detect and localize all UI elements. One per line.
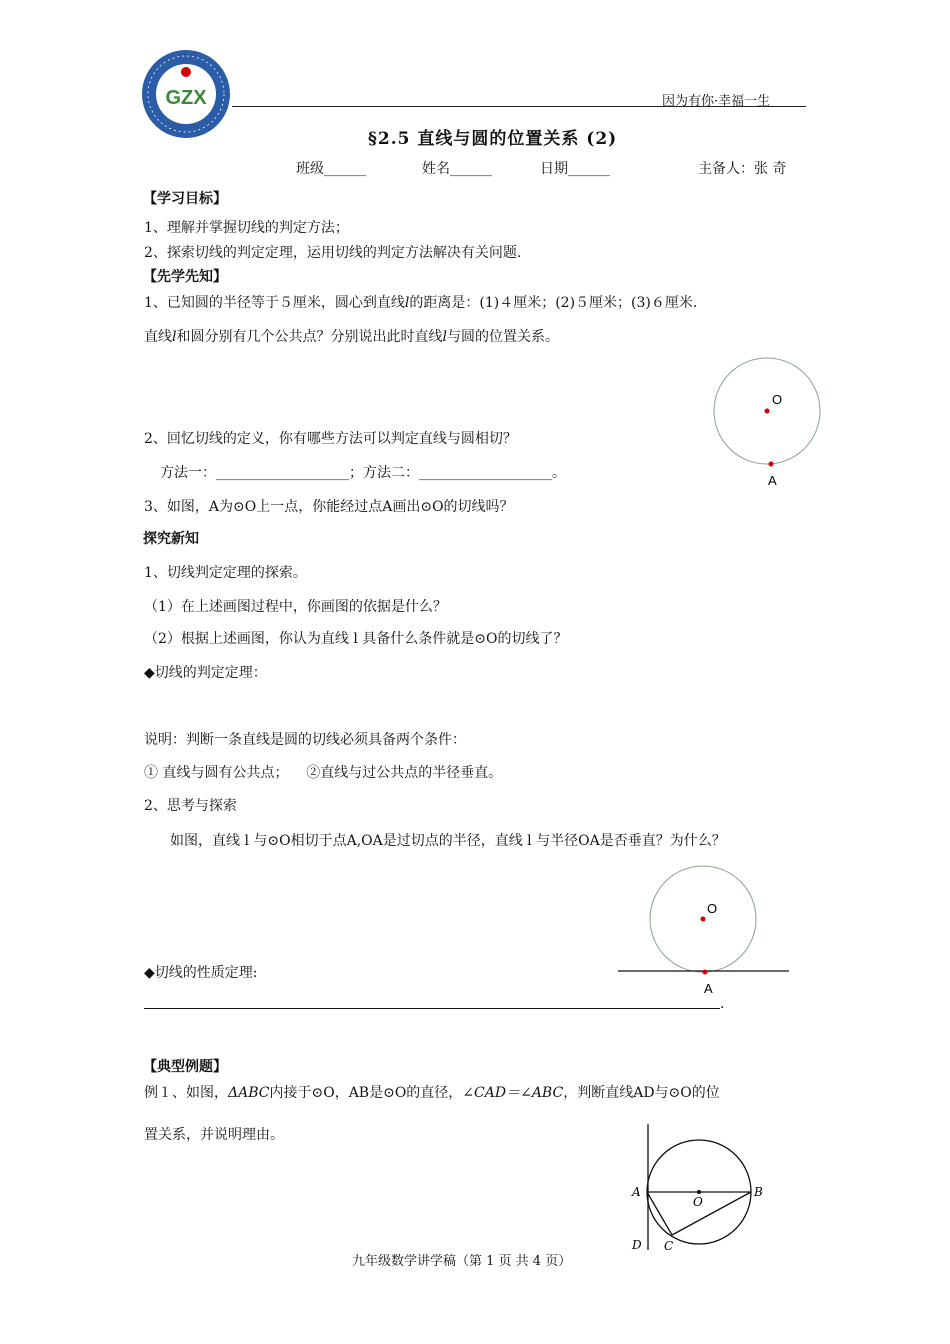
logo-letters: GZX [165,87,207,109]
center-point [697,1190,701,1194]
question-1-line-1 [144,292,697,312]
class-field: 班级______ [296,161,366,177]
circle-figure-1 [710,358,830,488]
answer-line [144,1008,720,1009]
school-logo [140,48,236,144]
triangle-circle-figure [626,1122,776,1252]
point-a [703,970,708,975]
header-motto: 因为有你·幸福一生 [662,94,771,109]
label-a: A [768,473,777,488]
label-o: O [707,901,718,916]
chord-bc [672,1192,751,1235]
question-2-methods: 方法一：___________________；方法二：___________________。 [160,465,566,481]
explore-heading: 探究新知 [143,531,199,547]
label-b: B [754,1185,763,1199]
q1-text-b: 的距离是：(1)４厘米；(2)５厘米；(3)６厘米. [409,295,698,311]
label-c: C [664,1239,674,1253]
q1-text-d: 和圆分别有几个公共点？分别说出此时直线 [176,329,443,345]
center-point [701,917,706,922]
examples-heading: 【典型例题】 [143,1059,227,1075]
example-1-line-2: 置关系，并说明理由。 [144,1127,284,1143]
explore-1-1: （1）在上述画图过程中，你画图的依据是什么？ [144,599,447,615]
name-field: 姓名______ [422,161,492,177]
label-d: D [632,1238,642,1252]
explore-1: 1、切线判定定理的探索。 [144,565,307,581]
triangle-abc: ΔABC [228,1085,270,1101]
page-title: §2.5 直线与圆的位置关系 (2) [368,129,618,149]
example-1-line-1 [144,1082,720,1102]
center-point [765,409,770,414]
line-l-symbol: l [404,295,410,311]
ex1-text-c: ，判断直线AD与⊙O的位 [563,1085,720,1101]
line-l-symbol: l [172,329,177,345]
header-rule [232,106,806,107]
q1-text-e: 与圆的位置关系。 [446,329,559,345]
goal-2: 2、探索切线的判定定理，运用切线的判定方法解决有关问题. [144,245,522,261]
explore-2-text: 如图，直线 l 与⊙O相切于点A,OA是过切点的半径，直线 l 与半径OA是否垂直？为什么？ [170,833,726,849]
question-1-line-2 [144,326,559,346]
theorem-label: ◆切线的判定定理： [144,665,267,681]
explore-2: 2、思考与探索 [144,798,237,814]
angle-equation: ∠CAD＝∠ABC [462,1085,564,1101]
line-l-symbol: l [442,329,447,345]
answer-period: . [720,996,725,1012]
q1-text-c: 直线 [144,329,172,345]
q1-text-a: 1、已知圆的半径等于５厘米，圆心到直线 [144,295,405,311]
page-footer: 九年级数学讲学稿（第 1 页 共 4 页） [352,1254,572,1269]
date-field: 日期______ [540,161,610,177]
point-a [769,462,774,467]
label-o: O [693,1195,703,1209]
question-3: 3、如图，A为⊙O上一点，你能经过点A画出⊙O的切线吗？ [144,499,514,515]
prior-heading: 【先学先知】 [143,269,227,285]
note-text: 说明：判断一条直线是圆的切线必须具备两个条件： [144,732,466,748]
label-a: A [704,981,713,996]
label-o: O [772,392,783,407]
ex1-text-a: 例１、如图， [144,1085,228,1101]
property-theorem-label: ◆切线的性质定理: [144,965,258,981]
author-label: 主备人：张 奇 [698,161,787,177]
circle-figure-2 [615,868,795,998]
question-2: 2、回忆切线的定义，你有哪些方法可以判定直线与圆相切？ [144,431,517,447]
label-a: A [632,1185,641,1199]
ex1-text-b: 内接于⊙O，AB是⊙O的直径， [269,1085,463,1101]
note-conditions: ① 直线与圆有公共点； ②直线与过公共点的半径垂直。 [144,765,503,781]
explore-1-2: （2）根据上述画图，你认为直线 l 具备什么条件就是⊙O的切线了？ [144,631,568,647]
goal-1: 1、理解并掌握切线的判定方法； [144,220,349,236]
goals-heading: 【学习目标】 [143,191,227,207]
chord-ac [647,1192,672,1235]
